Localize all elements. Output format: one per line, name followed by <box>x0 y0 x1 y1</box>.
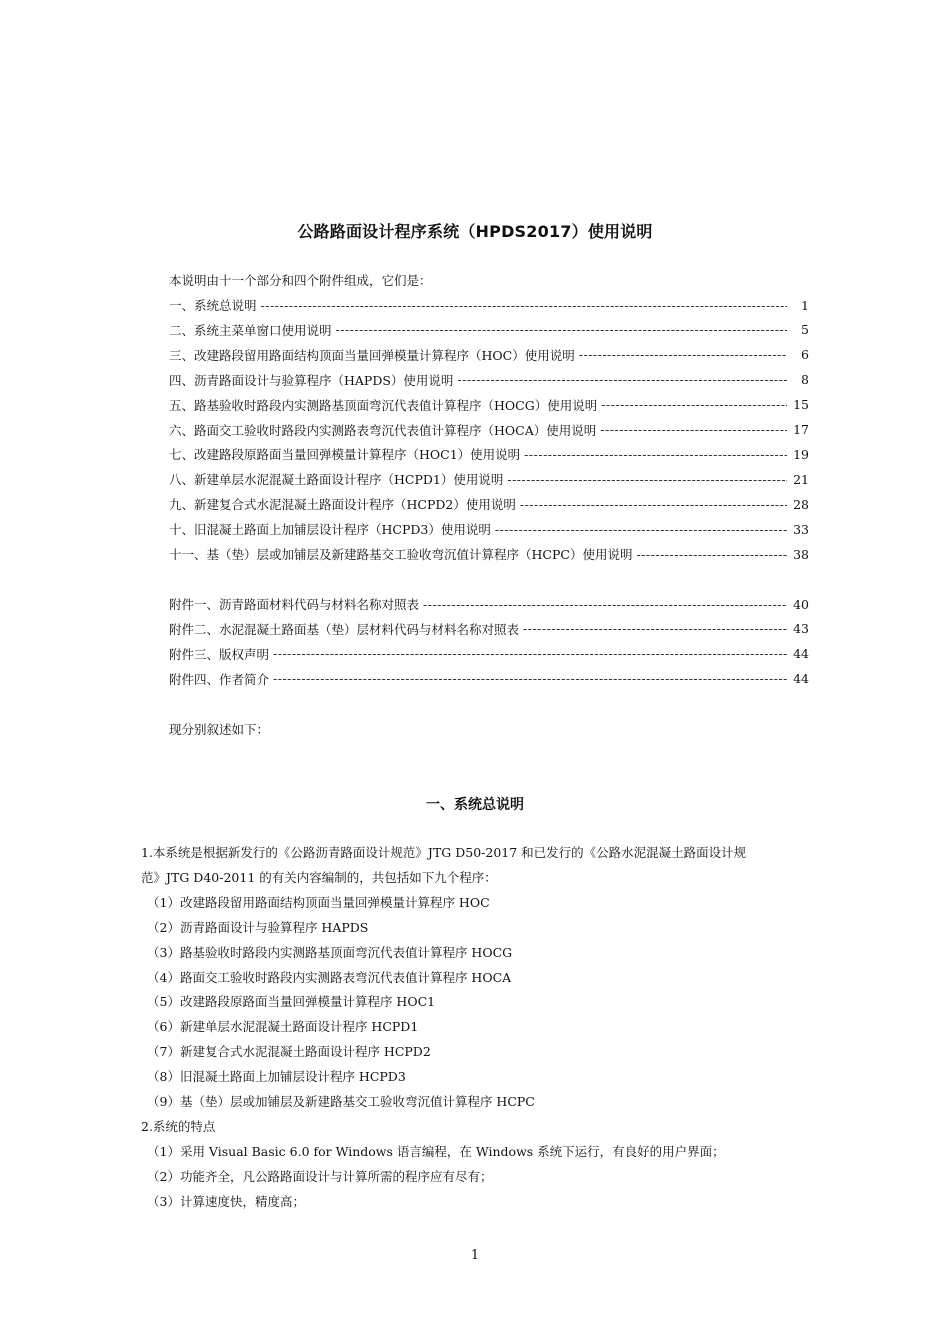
document-title: 公路路面设计程序系统（HPDS2017）使用说明 <box>297 222 653 241</box>
toc-dot-leader <box>524 447 787 462</box>
toc-entry-page: 33 <box>793 521 809 537</box>
toc-entry <box>169 371 809 389</box>
toc-entry-page: 43 <box>793 621 809 637</box>
toc-entry-label: 附件四、作者简介 <box>169 671 270 687</box>
toc-entry-label: 六、路面交工验收时路段内实测路表弯沉代表值计算程序（HOCA）使用说明 <box>169 422 597 438</box>
toc-entry <box>169 545 809 563</box>
page-number: 1 <box>470 1248 480 1263</box>
toc-entry-page: 15 <box>793 397 809 413</box>
toc-dot-leader <box>636 547 787 562</box>
toc-entry-label: 附件二、水泥混凝土路面基（垫）层材料代码与材料名称对照表 <box>169 621 520 637</box>
toc-entry <box>169 470 809 488</box>
toc-entry-label: 十、旧混凝土路面上加铺层设计程序（HCPD3）使用说明 <box>169 522 491 538</box>
toc-dot-leader <box>273 671 787 686</box>
toc-entry-page: 40 <box>793 596 809 612</box>
toc-dot-leader <box>601 397 787 412</box>
closing-text: 现分别叙述如下： <box>169 722 270 737</box>
toc-dot-leader <box>261 298 787 313</box>
toc-entry <box>169 346 809 364</box>
toc-entry <box>169 396 809 414</box>
toc-entry-label: 五、路基验收时路段内实测路基顶面弯沉代表值计算程序（HOCG）使用说明 <box>169 397 598 413</box>
toc-dot-leader <box>579 347 787 362</box>
body-line: （3）路基验收时路段内实测路基顶面弯沉代表值计算程序 HOCG <box>147 944 513 960</box>
toc-dot-leader <box>495 522 787 537</box>
toc-dot-leader <box>457 372 787 387</box>
toc-entry-page: 38 <box>793 546 809 562</box>
toc-entry-label: 二、系统主菜单窗口使用说明 <box>169 322 332 338</box>
toc-entry-page: 5 <box>801 322 809 338</box>
appendix-entry <box>169 645 809 663</box>
appendix-entry <box>169 620 809 638</box>
toc-entry-label: 附件三、版权声明 <box>169 646 270 662</box>
toc-entry-page: 28 <box>793 496 809 512</box>
toc-dot-leader <box>336 322 787 337</box>
body-line: （4）路面交工验收时路段内实测路表弯沉代表值计算程序 HOCA <box>147 969 512 985</box>
toc-dot-leader <box>423 597 787 612</box>
body-line: （3）计算速度快，精度高； <box>147 1193 305 1209</box>
section-heading: 一、系统总说明 <box>426 797 524 813</box>
toc-entry-page: 8 <box>801 372 809 388</box>
toc-entry-page: 1 <box>801 297 809 313</box>
toc-dot-leader <box>523 621 787 636</box>
body-line: （8）旧混凝土路面上加铺层设计程序 HCPD3 <box>147 1069 406 1085</box>
toc-dot-leader <box>507 472 787 487</box>
toc-entry-page: 21 <box>793 471 809 487</box>
toc-entry <box>169 421 809 439</box>
toc-entry-label: 八、新建单层水泥混凝土路面设计程序（HCPD1）使用说明 <box>169 472 504 488</box>
body-line: 2.系统的特点 <box>141 1118 216 1134</box>
body-line: （1）采用 Visual Basic 6.0 for Windows 语言编程，在 Windows 系统下运行，有良好的用户界面； <box>147 1143 725 1159</box>
toc-entry-page: 44 <box>793 671 809 687</box>
toc-dot-leader <box>273 646 787 661</box>
toc-entry-label: 九、新建复合式水泥混凝土路面设计程序（HCPD2）使用说明 <box>169 497 516 513</box>
toc-entry-page: 17 <box>793 422 809 437</box>
toc-entry-label: 十一、基（垫）层或加铺层及新建路基交工验收弯沉值计算程序（HCPC）使用说明 <box>169 547 633 562</box>
toc-entry <box>169 520 809 538</box>
toc-entry-label: 附件一、沥青路面材料代码与材料名称对照表 <box>169 597 420 612</box>
intro-text: 本说明由十一个部分和四个附件组成，它们是： <box>169 273 432 288</box>
body-line: （1）改建路段留用路面结构顶面当量回弹模量计算程序 HOC <box>147 894 490 910</box>
toc-entry <box>169 296 809 314</box>
body-line: （2）功能齐全，凡公路路面设计与计算所需的程序应有尽有； <box>147 1168 493 1184</box>
toc-entry-page: 6 <box>801 347 809 363</box>
body-line: 范》JTG D40-2011 的有关内容编制的，共包括如下九个程序： <box>141 869 497 885</box>
toc-entry <box>169 445 809 463</box>
appendix-entry <box>169 595 809 613</box>
toc-dot-leader <box>600 422 787 437</box>
toc-entry <box>169 321 809 339</box>
body-line: （6）新建单层水泥混凝土路面设计程序 HCPD1 <box>147 1019 419 1035</box>
toc-entry-label: 一、系统总说明 <box>169 298 257 313</box>
toc-entry-page: 19 <box>793 446 809 462</box>
body-line: （2）沥青路面设计与验算程序 HAPDS <box>147 919 369 935</box>
body-line: （7）新建复合式水泥混凝土路面设计程序 HCPD2 <box>147 1044 431 1060</box>
body-line: （5）改建路段原路面当量回弹模量计算程序 HOC1 <box>147 994 436 1010</box>
body-line: 1.本系统是根据新发行的《公路沥青路面设计规范》JTG D50-2017 和已发行的《公路水泥混凝土路面设计规 <box>141 845 747 860</box>
toc-entry-label: 四、沥青路面设计与验算程序（HAPDS）使用说明 <box>169 372 454 388</box>
toc-dot-leader <box>520 497 787 512</box>
appendix-entry <box>169 670 809 688</box>
toc-entry-page: 44 <box>793 646 809 662</box>
body-line: （9）基（垫）层或加铺层及新建路基交工验收弯沉值计算程序 HCPC <box>147 1094 535 1109</box>
toc-entry-label: 七、改建路段原路面当量回弹模量计算程序（HOC1）使用说明 <box>169 447 521 463</box>
toc-entry-label: 三、改建路段留用路面结构顶面当量回弹模量计算程序（HOC）使用说明 <box>169 347 575 363</box>
toc-entry <box>169 495 809 513</box>
